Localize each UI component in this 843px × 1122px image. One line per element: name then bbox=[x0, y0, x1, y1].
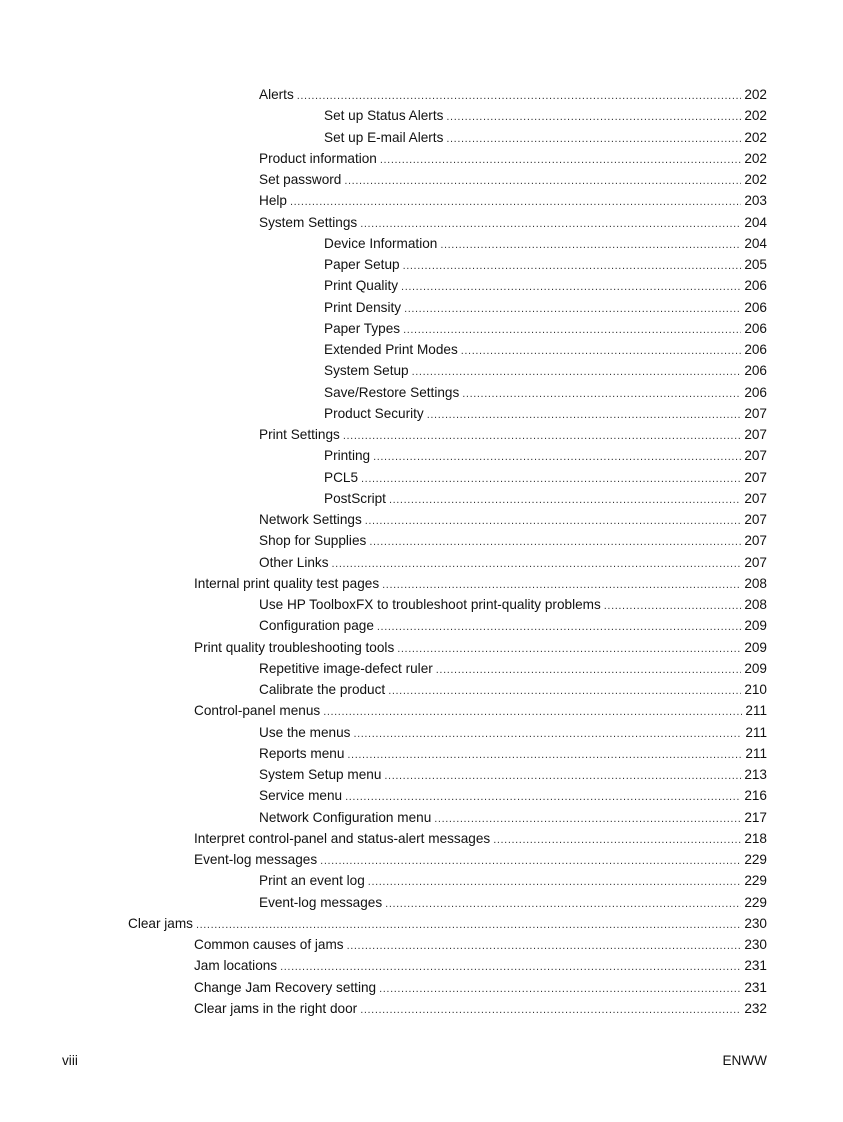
toc-entry[interactable] bbox=[194, 637, 843, 658]
toc-entry-page: 207 bbox=[744, 448, 767, 464]
toc-entry[interactable] bbox=[324, 233, 843, 254]
toc-dot-leader bbox=[440, 235, 741, 256]
toc-entry[interactable] bbox=[324, 382, 843, 403]
toc-entry-page: 229 bbox=[744, 894, 767, 910]
toc-entry[interactable] bbox=[324, 445, 843, 466]
table-of-contents bbox=[0, 84, 843, 1019]
toc-entry-title: Change Jam Recovery setting bbox=[194, 979, 377, 995]
toc-entry-page: 209 bbox=[744, 618, 767, 634]
toc-entry-title: Network Configuration menu bbox=[259, 809, 432, 825]
toc-dot-leader bbox=[369, 532, 741, 553]
toc-entry-title: Print Quality bbox=[324, 278, 399, 294]
toc-entry-title: Configuration page bbox=[259, 618, 374, 634]
toc-entry-page: 229 bbox=[744, 873, 767, 889]
toc-entry[interactable] bbox=[259, 424, 843, 445]
toc-entry-title: Paper Types bbox=[324, 320, 401, 336]
toc-entry-page: 231 bbox=[744, 979, 767, 995]
toc-entry[interactable] bbox=[324, 360, 843, 381]
toc-dot-leader bbox=[377, 617, 741, 638]
toc-dot-leader bbox=[436, 660, 742, 681]
toc-entry-title: Print an event log bbox=[259, 873, 365, 889]
toc-entry-title: Print Settings bbox=[259, 427, 340, 442]
toc-dot-leader bbox=[353, 724, 742, 745]
footer-page-number: viii bbox=[62, 1053, 78, 1068]
toc-entry-title: PCL5 bbox=[324, 469, 359, 485]
toc-entry-title: Print quality troubleshooting tools bbox=[194, 639, 395, 655]
toc-entry-page: 203 bbox=[744, 193, 767, 209]
toc-entry-page: 231 bbox=[744, 958, 767, 974]
toc-dot-leader bbox=[462, 384, 741, 405]
toc-entry-title: Clear jams in the right door bbox=[194, 1000, 358, 1016]
toc-entry[interactable] bbox=[194, 934, 843, 955]
toc-dot-leader bbox=[401, 277, 741, 298]
toc-entry[interactable] bbox=[259, 530, 843, 551]
toc-entry-title: Calibrate the product bbox=[259, 682, 386, 697]
toc-entry[interactable] bbox=[259, 785, 843, 806]
toc-entry-page: 206 bbox=[744, 342, 767, 357]
toc-dot-leader bbox=[397, 639, 741, 660]
toc-entry[interactable] bbox=[194, 573, 843, 594]
toc-entry-page: 209 bbox=[744, 660, 767, 676]
toc-entry-page: 211 bbox=[745, 703, 767, 719]
toc-entry-title: Set password bbox=[259, 172, 342, 187]
toc-dot-leader bbox=[493, 830, 741, 851]
toc-entry[interactable] bbox=[259, 509, 843, 530]
toc-entry[interactable] bbox=[324, 318, 843, 339]
toc-entry-page: 204 bbox=[744, 214, 767, 230]
toc-entry[interactable] bbox=[194, 977, 843, 998]
toc-dot-leader bbox=[388, 681, 741, 702]
toc-entry-page: 208 bbox=[744, 575, 767, 591]
toc-entry-title: Jam locations bbox=[194, 958, 278, 974]
toc-entry-page: 206 bbox=[744, 363, 767, 379]
toc-entry-title: Product Security bbox=[324, 405, 424, 421]
toc-dot-leader bbox=[323, 702, 742, 723]
toc-entry-title: System Setup menu bbox=[259, 767, 382, 782]
toc-entry[interactable] bbox=[259, 190, 843, 211]
toc-dot-leader bbox=[461, 341, 742, 362]
toc-dot-leader bbox=[434, 809, 741, 830]
toc-entry-title: Help bbox=[259, 193, 287, 209]
toc-entry[interactable] bbox=[194, 828, 843, 849]
toc-entry-title: Reports menu bbox=[259, 745, 345, 761]
toc-dot-leader bbox=[389, 490, 741, 511]
toc-entry[interactable] bbox=[259, 615, 843, 636]
toc-entry-title: Shop for Supplies bbox=[259, 533, 367, 549]
toc-dot-leader bbox=[403, 256, 742, 277]
toc-dot-leader bbox=[373, 447, 741, 468]
toc-dot-leader bbox=[382, 575, 741, 596]
toc-entry-page: 209 bbox=[744, 639, 767, 655]
toc-entry[interactable] bbox=[128, 913, 843, 934]
toc-entry-title: Device Information bbox=[324, 235, 438, 251]
toc-dot-leader bbox=[361, 469, 741, 490]
toc-dot-leader bbox=[345, 787, 741, 808]
toc-entry-title: Use HP ToolboxFX to troubleshoot print-quality problems bbox=[259, 597, 601, 612]
toc-entry-title: Internal print quality test pages bbox=[194, 575, 380, 591]
toc-entry-page: 208 bbox=[744, 597, 767, 612]
toc-entry-title: Set up Status Alerts bbox=[324, 108, 444, 124]
toc-dot-leader bbox=[604, 596, 742, 617]
toc-entry-title: Service menu bbox=[259, 788, 343, 804]
toc-entry-page: 230 bbox=[744, 937, 767, 952]
toc-entry-page: 202 bbox=[744, 108, 767, 124]
toc-entry-page: 206 bbox=[744, 278, 767, 294]
toc-dot-leader bbox=[320, 851, 741, 872]
toc-entry[interactable] bbox=[259, 212, 843, 233]
toc-dot-leader bbox=[360, 214, 741, 235]
toc-entry[interactable] bbox=[259, 807, 843, 828]
toc-dot-leader bbox=[446, 129, 741, 150]
toc-dot-leader bbox=[385, 894, 741, 915]
toc-entry[interactable] bbox=[259, 870, 843, 891]
toc-entry-title: Event-log messages bbox=[259, 894, 383, 910]
toc-dot-leader bbox=[379, 979, 741, 1000]
toc-entry-page: 232 bbox=[744, 1000, 767, 1016]
toc-entry-title: Event-log messages bbox=[194, 852, 318, 867]
toc-dot-leader bbox=[332, 554, 742, 575]
toc-entry[interactable] bbox=[259, 552, 843, 573]
toc-dot-leader bbox=[412, 362, 742, 383]
toc-entry-title: Paper Setup bbox=[324, 257, 400, 272]
toc-dot-leader bbox=[403, 320, 741, 341]
toc-entry[interactable] bbox=[259, 148, 843, 169]
toc-dot-leader bbox=[347, 745, 742, 766]
toc-dot-leader bbox=[446, 107, 741, 128]
toc-entry[interactable] bbox=[259, 743, 843, 764]
toc-entry-page: 207 bbox=[744, 427, 767, 442]
toc-entry-page: 207 bbox=[744, 469, 767, 485]
toc-entry-title: Product information bbox=[259, 150, 377, 166]
toc-entry[interactable] bbox=[259, 679, 843, 700]
toc-entry-title: Save/Restore Settings bbox=[324, 384, 460, 400]
toc-entry[interactable] bbox=[259, 892, 843, 913]
toc-entry-page: 229 bbox=[744, 852, 767, 867]
toc-entry-title: Extended Print Modes bbox=[324, 342, 458, 357]
toc-entry-page: 204 bbox=[744, 235, 767, 251]
toc-dot-leader bbox=[380, 150, 741, 171]
toc-entry-page: 217 bbox=[744, 809, 767, 825]
toc-entry[interactable] bbox=[324, 275, 843, 296]
toc-entry-page: 202 bbox=[744, 150, 767, 166]
toc-entry-title: Interpret control-panel and status-alert messages bbox=[194, 830, 491, 846]
toc-entry-page: 202 bbox=[744, 129, 767, 145]
toc-entry[interactable] bbox=[194, 955, 843, 976]
toc-entry-title: Set up E-mail Alerts bbox=[324, 129, 444, 145]
toc-entry-page: 202 bbox=[744, 87, 767, 102]
toc-entry[interactable] bbox=[324, 127, 843, 148]
toc-dot-leader bbox=[297, 86, 742, 107]
toc-entry[interactable] bbox=[194, 700, 843, 721]
toc-entry[interactable] bbox=[259, 84, 843, 105]
toc-entry-title: Network Settings bbox=[259, 512, 362, 527]
toc-entry-page: 207 bbox=[744, 554, 767, 570]
toc-entry-page: 210 bbox=[744, 682, 767, 697]
toc-entry-title: Clear jams bbox=[128, 915, 193, 931]
toc-dot-leader bbox=[427, 405, 742, 426]
toc-entry[interactable] bbox=[324, 297, 843, 318]
toc-entry[interactable] bbox=[259, 658, 843, 679]
toc-entry-page: 206 bbox=[744, 384, 767, 400]
toc-entry-page: 207 bbox=[744, 512, 767, 527]
footer-label: ENWW bbox=[722, 1053, 767, 1068]
toc-dot-leader bbox=[360, 1000, 741, 1021]
toc-entry-page: 202 bbox=[744, 172, 767, 187]
toc-dot-leader bbox=[290, 192, 741, 213]
toc-dot-leader bbox=[368, 872, 742, 893]
toc-entry[interactable] bbox=[194, 849, 843, 870]
toc-entry-page: 207 bbox=[744, 405, 767, 421]
toc-dot-leader bbox=[365, 511, 742, 532]
toc-dot-leader bbox=[404, 299, 741, 320]
toc-entry-page: 213 bbox=[744, 767, 767, 782]
toc-entry-page: 207 bbox=[744, 533, 767, 549]
toc-entry[interactable] bbox=[324, 403, 843, 424]
toc-entry[interactable] bbox=[194, 998, 843, 1019]
toc-entry-page: 230 bbox=[744, 915, 767, 931]
toc-entry-title: Alerts bbox=[259, 87, 294, 102]
toc-entry-title: Use the menus bbox=[259, 724, 351, 740]
toc-entry[interactable] bbox=[259, 169, 843, 190]
toc-dot-leader bbox=[344, 171, 741, 192]
toc-dot-leader bbox=[347, 936, 742, 957]
toc-entry-title: PostScript bbox=[324, 490, 386, 506]
toc-entry-page: 211 bbox=[745, 724, 767, 740]
toc-entry-page: 206 bbox=[744, 320, 767, 336]
toc-entry[interactable] bbox=[324, 467, 843, 488]
toc-entry[interactable] bbox=[324, 105, 843, 126]
toc-entry-page: 205 bbox=[744, 257, 767, 272]
toc-dot-leader bbox=[196, 915, 741, 936]
toc-entry[interactable] bbox=[324, 254, 843, 275]
toc-entry-title: Print Density bbox=[324, 299, 402, 315]
toc-entry-page: 218 bbox=[744, 830, 767, 846]
toc-entry-title: Other Links bbox=[259, 554, 329, 570]
toc-entry[interactable] bbox=[259, 722, 843, 743]
toc-entry-title: Common causes of jams bbox=[194, 937, 344, 952]
toc-entry[interactable] bbox=[259, 764, 843, 785]
toc-dot-leader bbox=[280, 957, 741, 978]
toc-entry-title: System Setup bbox=[324, 363, 409, 379]
toc-entry-page: 216 bbox=[744, 788, 767, 804]
toc-entry[interactable] bbox=[324, 339, 843, 360]
toc-dot-leader bbox=[343, 426, 741, 447]
toc-entry-title: System Settings bbox=[259, 214, 358, 230]
toc-entry-title: Repetitive image-defect ruler bbox=[259, 660, 433, 676]
toc-entry-page: 207 bbox=[744, 490, 767, 506]
toc-entry-title: Control-panel menus bbox=[194, 703, 321, 719]
toc-entry[interactable] bbox=[259, 594, 843, 615]
toc-entry-title: Printing bbox=[324, 448, 371, 464]
toc-entry[interactable] bbox=[324, 488, 843, 509]
toc-entry-page: 211 bbox=[745, 745, 767, 761]
toc-dot-leader bbox=[384, 766, 741, 787]
toc-entry-page: 206 bbox=[744, 299, 767, 315]
